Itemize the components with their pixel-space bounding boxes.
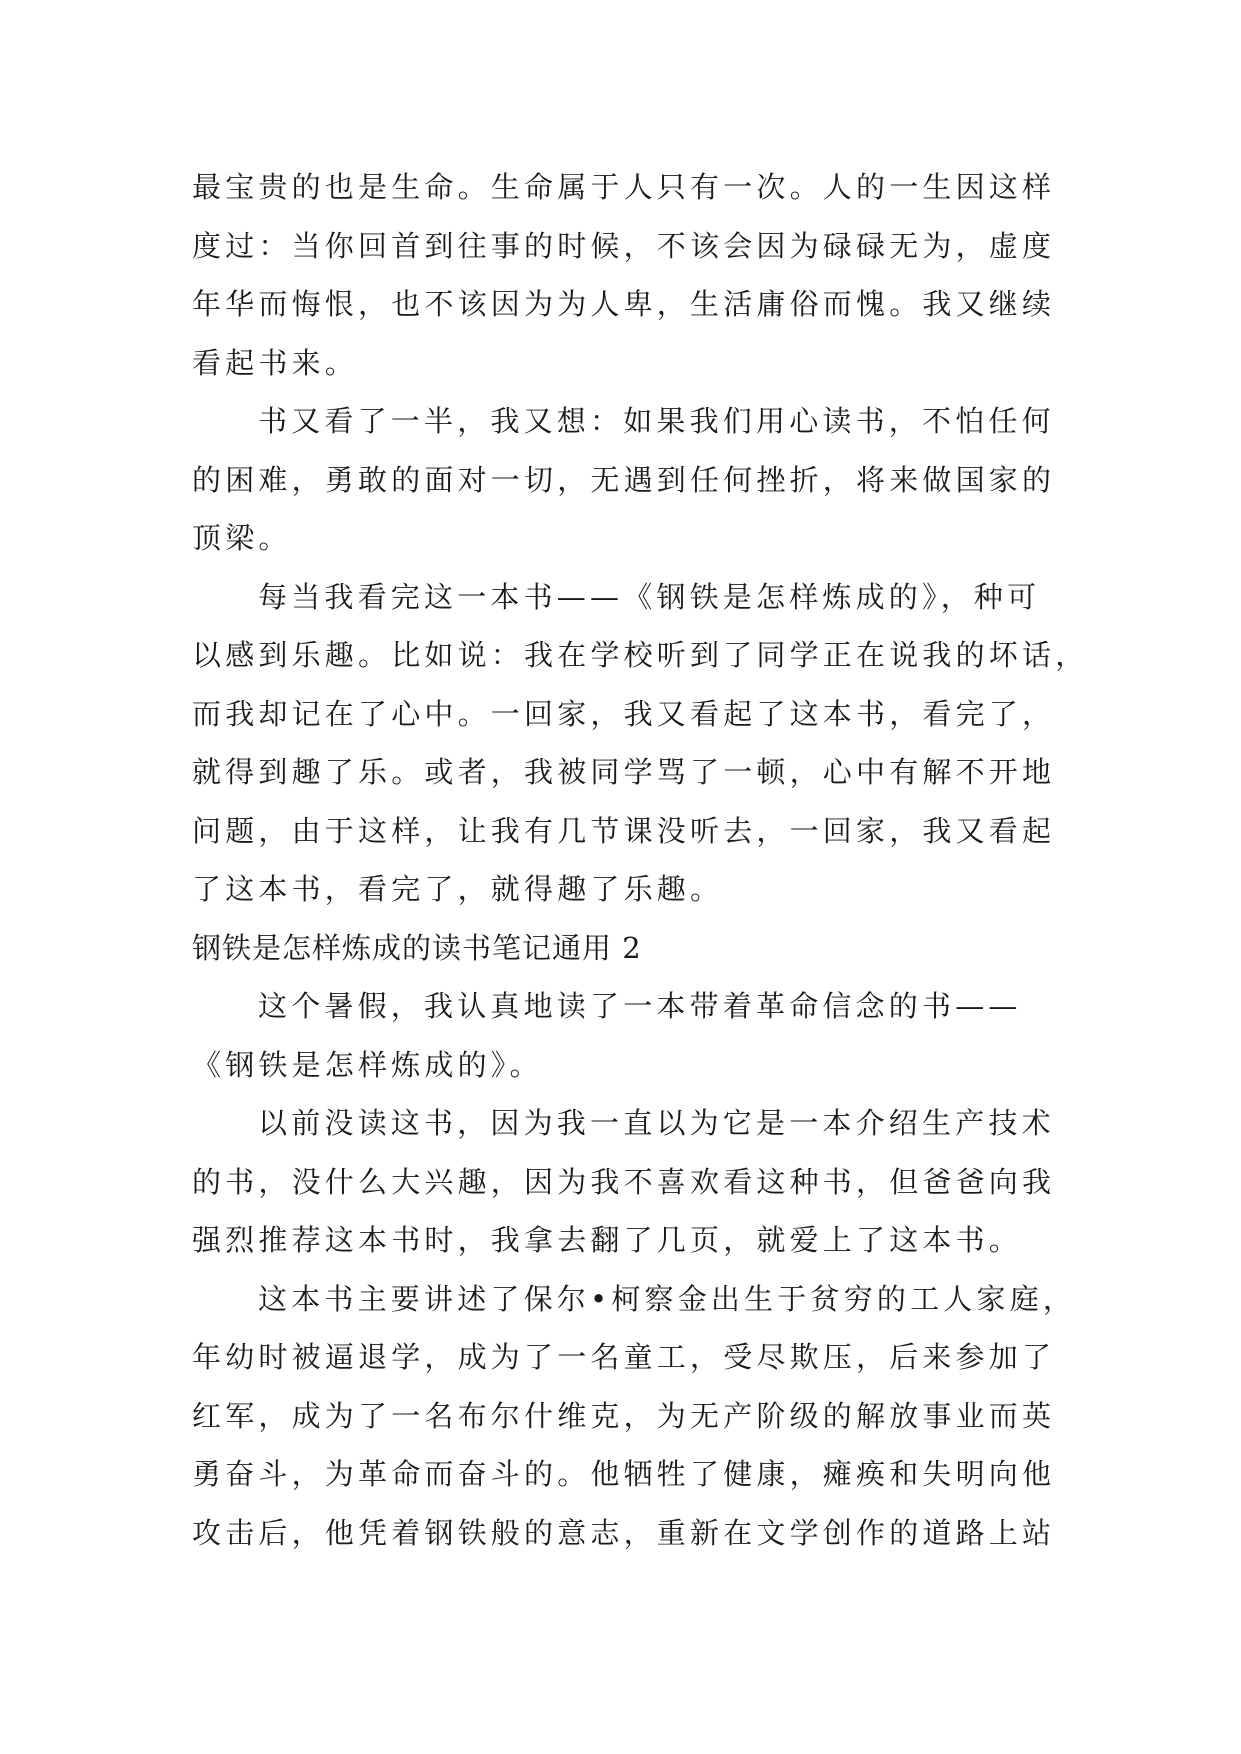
paragraph-start-line: 这本书主要讲述了保尔•柯察金出生于贫穷的工人家庭， <box>258 1281 1077 1316</box>
text-line: 的困难，勇敢的面对一切，无遇到任何挫折，将来做国家的 <box>192 462 1056 497</box>
text-line: 红军，成为了一名布尔什维克，为无产阶级的解放事业而英 <box>192 1398 1056 1433</box>
text-line: 勇奋斗，为革命而奋斗的。他牺牲了健康，瘫痪和失明向他 <box>192 1457 1056 1491</box>
paragraph-start-line: 这个暑假，我认真地读了一本带着革命信念的书—— <box>258 989 1022 1023</box>
paragraph-start-line: 书又看了一半，我又想：如果我们用心读书，不怕任何 <box>258 404 1055 438</box>
section-heading: 钢铁是怎样炼成的读书笔记通用 2 <box>192 930 642 965</box>
text-line: 的书，没什么大兴趣，因为我不喜欢看这种书，但爸爸向我 <box>192 1164 1056 1199</box>
text-line: 问题，由于这样，让我有几节课没听去，一回家，我又看起 <box>192 813 1056 848</box>
text-line: 而我却记在了心中。一回家，我又看起了这本书，看完了， <box>192 696 1056 731</box>
text-line: 顶梁。 <box>192 521 292 555</box>
text-line: 强烈推荐这本书时，我拿去翻了几页，就爱上了这本书。 <box>192 1223 1023 1257</box>
text-line: 年华而悔恨，也不该因为为人卑，生活庸俗而愧。我又继续 <box>192 287 1056 321</box>
text-line: 了这本书，看完了，就得趣了乐趣。 <box>192 872 724 906</box>
text-line: 攻击后，他凭着钢铁般的意志，重新在文学创作的道路上站 <box>192 1515 1056 1550</box>
text-line: 最宝贵的也是生命。生命属于人只有一次。人的一生因这样 <box>192 170 1056 204</box>
paragraph-start-line: 每当我看完这一本书——《钢铁是怎样炼成的》，种可 <box>258 579 1041 614</box>
text-line: 看起书来。 <box>192 345 359 380</box>
text-line: 年幼时被逼退学，成为了一名童工，受尽欺压，后来参加了 <box>192 1340 1056 1374</box>
text-line: 以感到乐趣。比如说：我在学校听到了同学正在说我的坏话， <box>192 638 1089 672</box>
text-line: 就得到趣了乐。或者，我被同学骂了一顿，心中有解不开地 <box>192 755 1056 789</box>
text-line: 《钢铁是怎样炼成的》。 <box>192 1047 543 1082</box>
text-line: 度过：当你回首到往事的时候，不该会因为碌碌无为，虚度 <box>192 228 1056 263</box>
document-body <box>192 158 1089 1562</box>
paragraph-start-line: 以前没读这书，因为我一直以为它是一本介绍生产技术 <box>258 1106 1055 1140</box>
